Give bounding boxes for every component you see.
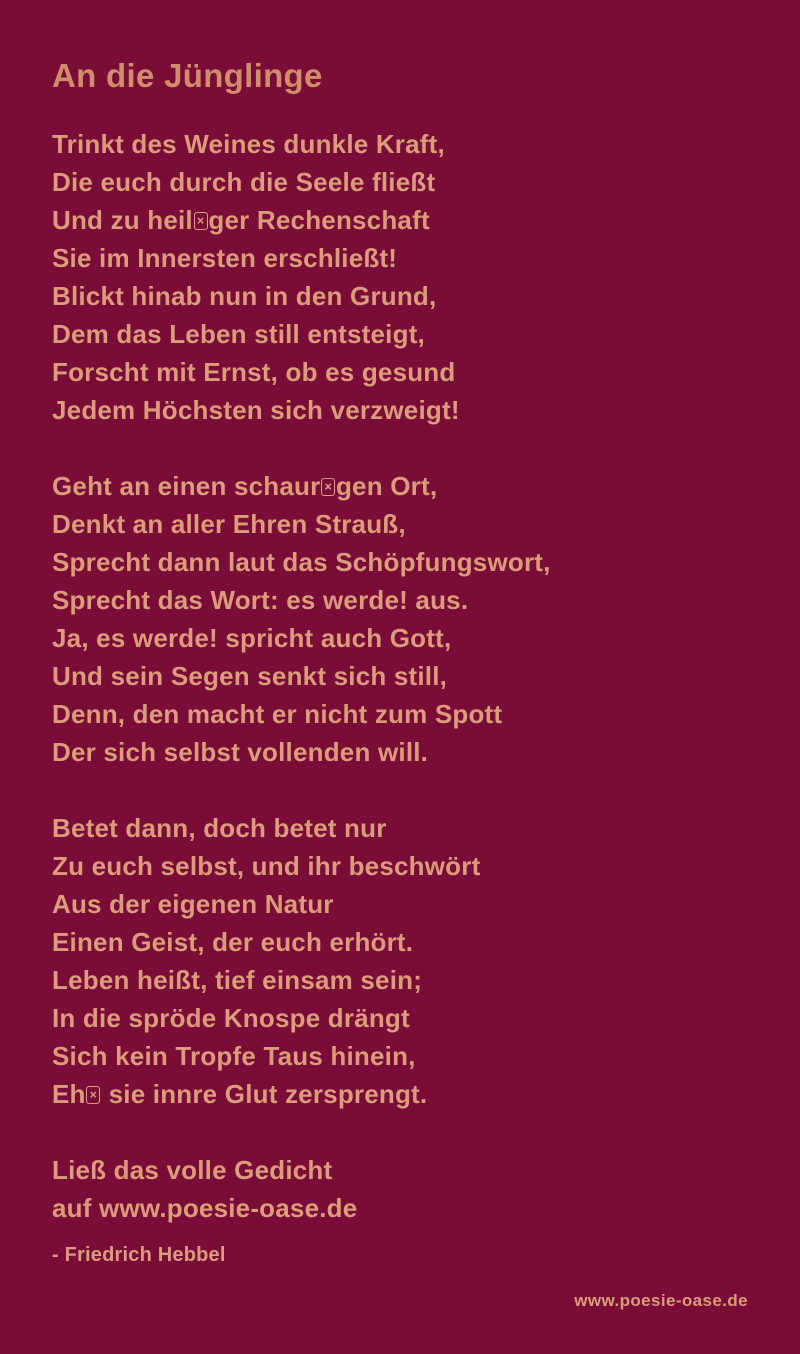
poem-line: Forscht mit Ernst, ob es gesund [52, 357, 456, 387]
poem-line: Einen Geist, der euch erhört. [52, 927, 414, 957]
poem-line: Ja, es werde! spricht auch Gott, [52, 623, 452, 653]
stanza-2 [52, 467, 748, 771]
author-attribution: - Friedrich Hebbel [52, 1244, 226, 1266]
poem-line: Zu euch selbst, und ihr beschwört [52, 851, 481, 881]
poem-line: Aus der eigenen Natur [52, 889, 334, 919]
poem-line: Blickt hinab nun in den Grund, [52, 281, 437, 311]
poem-title: An die Jünglinge [52, 57, 323, 94]
poem-line: Sie im Innersten erschließt! [52, 243, 398, 273]
cta-line: Ließ das volle Gedicht [52, 1155, 333, 1185]
poem-line: Eh × sie innre Glut zersprengt. [52, 1079, 428, 1109]
poem-line: In die spröde Knospe drängt [52, 1003, 410, 1033]
poem-line: Geht an einen schaur × gen Ort, [52, 471, 438, 501]
poem-line: Trinkt des Weines dunkle Kraft, [52, 129, 445, 159]
poem-line: Der sich selbst vollenden will. [52, 737, 429, 767]
poem-line: Leben heißt, tief einsam sein; [52, 965, 423, 995]
poem-line: Sprecht dann laut das Schöpfungswort, [52, 547, 551, 577]
poem-line: Denkt an aller Ehren Strauß, [52, 509, 406, 539]
missing-glyph-box: × [321, 478, 335, 497]
poem-line: Sich kein Tropfe Taus hinein, [52, 1041, 416, 1071]
poem-line: Denn, den macht er nicht zum Spott [52, 699, 503, 729]
missing-glyph-box: × [194, 212, 208, 231]
poem-line: Und sein Segen senkt sich still, [52, 661, 448, 691]
poem-line: Die euch durch die Seele fließt [52, 167, 436, 197]
cta-line-url: auf www.poesie-oase.de [52, 1193, 358, 1223]
stanza-1 [52, 125, 748, 429]
poem-line: Jedem Höchsten sich verzweigt! [52, 395, 460, 425]
stanza-3 [52, 809, 748, 1113]
poem-line: Dem das Leben still entsteigt, [52, 319, 425, 349]
poem-line: Sprecht das Wort: es werde! aus. [52, 585, 469, 615]
site-watermark: www.poesie-oase.de [574, 1291, 748, 1310]
missing-glyph-box: × [86, 1086, 100, 1105]
poem-line: Betet dann, doch betet nur [52, 813, 387, 843]
full-poem-callout [52, 1151, 748, 1227]
poem-line: Und zu heil × ger Rechenschaft [52, 205, 430, 235]
